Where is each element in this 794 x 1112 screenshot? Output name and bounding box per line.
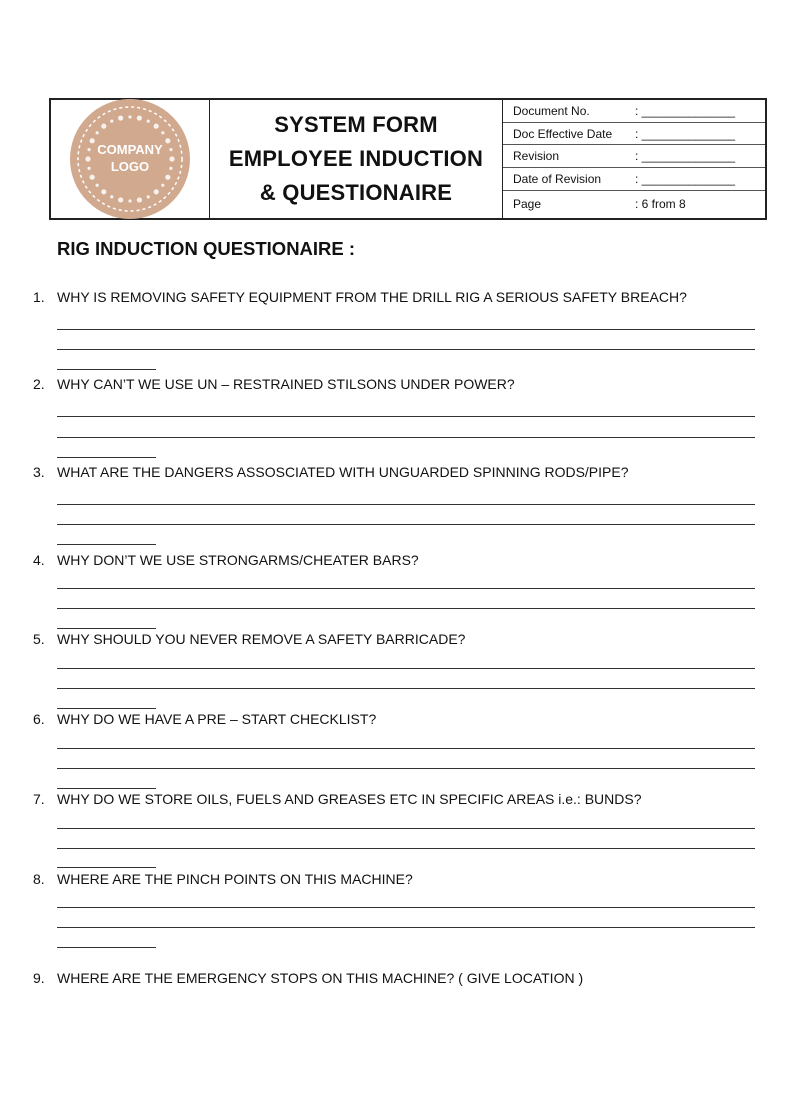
answer-line[interactable] — [57, 608, 755, 609]
answer-line[interactable] — [57, 588, 755, 589]
answer-line[interactable] — [57, 708, 156, 709]
question-text: WHY DON’T WE USE STRONGARMS/CHEATER BARS? — [57, 552, 419, 568]
logo-ornament — [128, 199, 131, 202]
logo-ornament — [87, 148, 90, 151]
question-text: WHY IS REMOVING SAFETY EQUIPMENT FROM THE DRILL RIG A SERIOUS SAFETY BREACH? — [57, 289, 687, 305]
logo-ornament — [161, 131, 164, 134]
answer-line[interactable] — [57, 504, 755, 505]
meta-value: : ______________ — [635, 172, 736, 187]
company-logo — [68, 97, 192, 221]
logo-cell — [51, 100, 210, 218]
meta-row-document-no — [503, 100, 765, 123]
meta-label: Document No. — [513, 103, 590, 118]
logo-ornament — [137, 197, 142, 202]
document-meta — [503, 100, 765, 218]
answer-line[interactable] — [57, 544, 156, 545]
logo-ornament — [118, 197, 123, 202]
answer-line[interactable] — [57, 748, 755, 749]
logo-ornament — [90, 138, 95, 143]
answer-line[interactable] — [57, 524, 755, 525]
logo-ornament — [165, 175, 170, 180]
question-number: 6. — [33, 711, 45, 727]
logo-ornament — [96, 184, 99, 187]
answer-line[interactable] — [57, 349, 755, 350]
answer-line[interactable] — [57, 848, 755, 849]
question-text: WHY DO WE STORE OILS, FUELS AND GREASES ETC IN SPECIFIC AREAS i.e.: BUNDS? — [57, 791, 642, 807]
question-text: WHERE ARE THE EMERGENCY STOPS ON THIS MACHINE? ( GIVE LOCATION ) — [57, 970, 584, 986]
logo-text-logo: LOGO — [110, 159, 150, 174]
logo-ornament — [169, 167, 172, 170]
answer-line[interactable] — [57, 628, 156, 629]
logo-ornament — [128, 115, 131, 118]
meta-row-page — [503, 191, 765, 218]
question-text: WHY SHOULD YOU NEVER REMOVE A SAFETY BARRICADE? — [57, 631, 466, 647]
logo-ornament — [96, 131, 99, 134]
question-number: 2. — [33, 376, 45, 392]
logo-ornament — [110, 120, 113, 123]
logo-ornament — [154, 124, 159, 129]
logo-ornament — [147, 120, 150, 123]
meta-value: : ______________ — [635, 126, 736, 141]
form-title-line-1: SYSTEM FORM — [274, 112, 438, 137]
answer-line[interactable] — [57, 867, 156, 868]
question-text: WHAT ARE THE DANGERS ASSOSCIATED WITH UNGUARDED SPINNING RODS/PIPE? — [57, 464, 629, 480]
meta-value: : ______________ — [635, 103, 736, 118]
meta-value: : ______________ — [635, 149, 736, 164]
logo-ornament — [165, 138, 170, 143]
document-header — [49, 98, 767, 220]
question-text: WHERE ARE THE PINCH POINTS ON THIS MACHINE? — [57, 871, 413, 887]
logo-ornament — [85, 156, 90, 161]
question-number: 4. — [33, 552, 45, 568]
meta-label: Revision — [513, 149, 560, 164]
question-number: 5. — [33, 631, 45, 647]
logo-ornament — [161, 184, 164, 187]
answer-line[interactable] — [57, 437, 755, 438]
answer-line[interactable] — [57, 329, 755, 330]
answer-line[interactable] — [57, 907, 755, 908]
logo-ornament — [87, 167, 90, 170]
section-title: RIG INDUCTION QUESTIONAIRE : — [57, 238, 356, 259]
answer-line[interactable] — [57, 947, 156, 948]
answer-line[interactable] — [57, 457, 156, 458]
logo-ornament — [169, 156, 174, 161]
meta-label: Date of Revision — [513, 172, 602, 187]
form-title-line-2: EMPLOYEE INDUCTION — [228, 146, 484, 171]
form-title-line-3: & QUESTIONAIRE — [259, 180, 453, 205]
meta-label: Page — [513, 197, 542, 212]
answer-line[interactable] — [57, 416, 755, 417]
question-number: 8. — [33, 871, 45, 887]
meta-value: : 6 from 8 — [635, 197, 686, 212]
logo-ornament — [90, 175, 95, 180]
answer-line[interactable] — [57, 828, 755, 829]
question-number: 3. — [33, 464, 45, 480]
logo-text-company: COMPANY — [97, 142, 163, 157]
logo-ornament — [169, 148, 172, 151]
meta-row-date-of-revision — [503, 168, 765, 191]
answer-line[interactable] — [57, 927, 755, 928]
logo-ornament — [110, 195, 113, 198]
answer-line[interactable] — [57, 768, 755, 769]
meta-row-revision — [503, 145, 765, 168]
answer-line[interactable] — [57, 369, 156, 370]
logo-ornament — [101, 189, 106, 194]
answer-line[interactable] — [57, 788, 156, 789]
question-number: 1. — [33, 289, 45, 305]
question-number: 9. — [33, 970, 45, 986]
meta-row-effective-date — [503, 123, 765, 146]
answer-line[interactable] — [57, 668, 755, 669]
answer-line[interactable] — [57, 688, 755, 689]
logo-ornament — [154, 189, 159, 194]
title-cell — [210, 100, 503, 218]
question-text: WHY DO WE HAVE A PRE – START CHECKLIST? — [57, 711, 377, 727]
logo-ornament — [147, 195, 150, 198]
question-text: WHY CAN’T WE USE UN – RESTRAINED STILSONS UNDER POWER? — [57, 376, 515, 392]
meta-label: Doc Effective Date — [513, 126, 613, 141]
logo-ornament — [137, 115, 142, 120]
logo-ornament — [118, 115, 123, 120]
logo-ornament — [101, 124, 106, 129]
question-number: 7. — [33, 791, 45, 807]
